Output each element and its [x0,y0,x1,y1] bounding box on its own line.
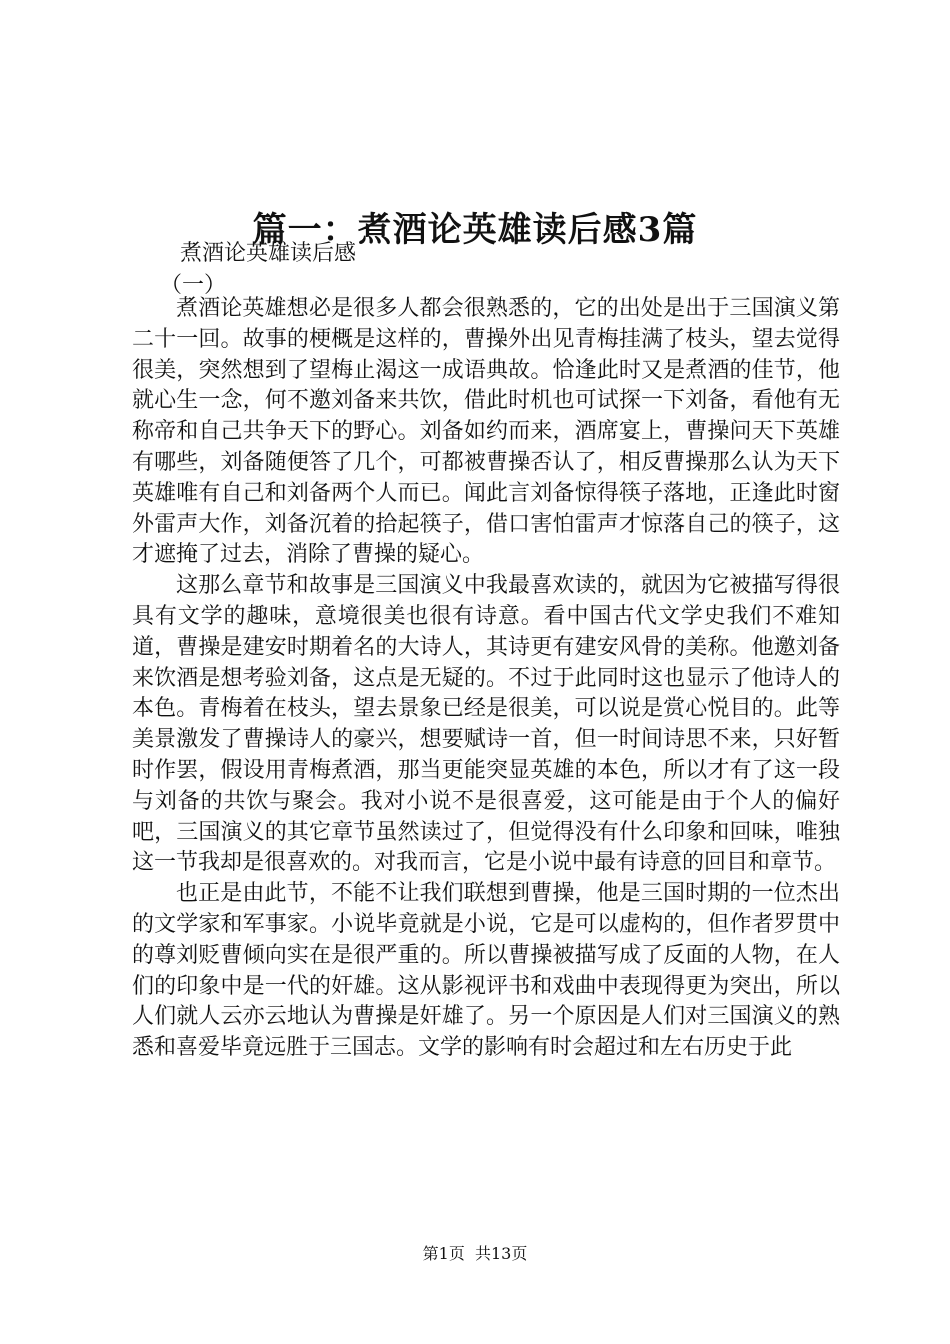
paragraph-3: 也正是由此节，不能不让我们联想到曹操，他是三国时期的一位杰出的文学家和军事家。小说毕竟就是小说，它是可以虚构的，但作者罗贯中的尊刘贬曹倾向实在是很严重的。所以曹操被描写成了反面的人物，在人们的印象中是一代的奸雄。这从影视评书和戏曲中表现得更为突出，所以人们就人云亦云地认为曹操是奸雄了。另一个原因是人们对三国演义的熟悉和喜爱毕竟远胜于三国志。文学的影响有时会超过和左右历史于此 [132,881,840,1061]
page-footer: 第1页 共13页 [422,1244,528,1263]
paragraph-1: 煮酒论英雄想必是很多人都会很熟悉的，它的出处是出于三国演义第二十一回。故事的梗概是这样的，曹操外出见青梅挂满了枝头，望去觉得很美，突然想到了望梅止渴这一成语典故。恰逢此时又是煮酒的佳节，他就心生一念，何不邀刘备来共饮，借此时机也可试探一下刘备，看他有无称帝和自己共争天下的野心。刘备如约而来，酒席宴上，曹操问天下英雄有哪些，刘备随便答了几个，可都被曹操否认了，相反曹操那么认为天下英雄唯有自己和刘备两个人而已。闻此言刘备惊得筷子落地，正逢此时窗外雷声大作，刘备沉着的拾起筷子，借口害怕雷声才惊落自己的筷子，这才遮掩了过去，消除了曹操的疑心。 [132,296,840,568]
body-text [132,294,840,1064]
document-title: 篇一：煮酒论英雄读后感3篇 [252,209,698,250]
document-subtitle: 煮酒论英雄读后感 [180,241,357,266]
paragraph-2: 这那么章节和故事是三国演义中我最喜欢读的，就因为它被描写得很具有文学的趣味，意境很美也很有诗意。看中国古代文学史我们不难知道，曹操是建安时期着名的大诗人，其诗更有建安风骨的美称。他邀刘备来饮酒是想考验刘备，这点是无疑的。不过于此同时这也显示了他诗人的本色。青梅着在枝头，望去景象已经是很美，可以说是赏心悦目的。此等美景激发了曹操诗人的豪兴，想要赋诗一首，但一时间诗思不来，只好暂时作罢，假设用青梅煮酒，那当更能突显英雄的本色，所以才有了这一段与刘备的共饮与聚会。我对小说不是很喜爱，这可能是由于个人的偏好吧，三国演义的其它章节虽然读过了，但觉得没有什么印象和回味，唯独这一节我却是很喜欢的。对我而言，它是小说中最有诗意的回目和章节。 [132,573,840,876]
section-number: （一） [160,273,227,298]
